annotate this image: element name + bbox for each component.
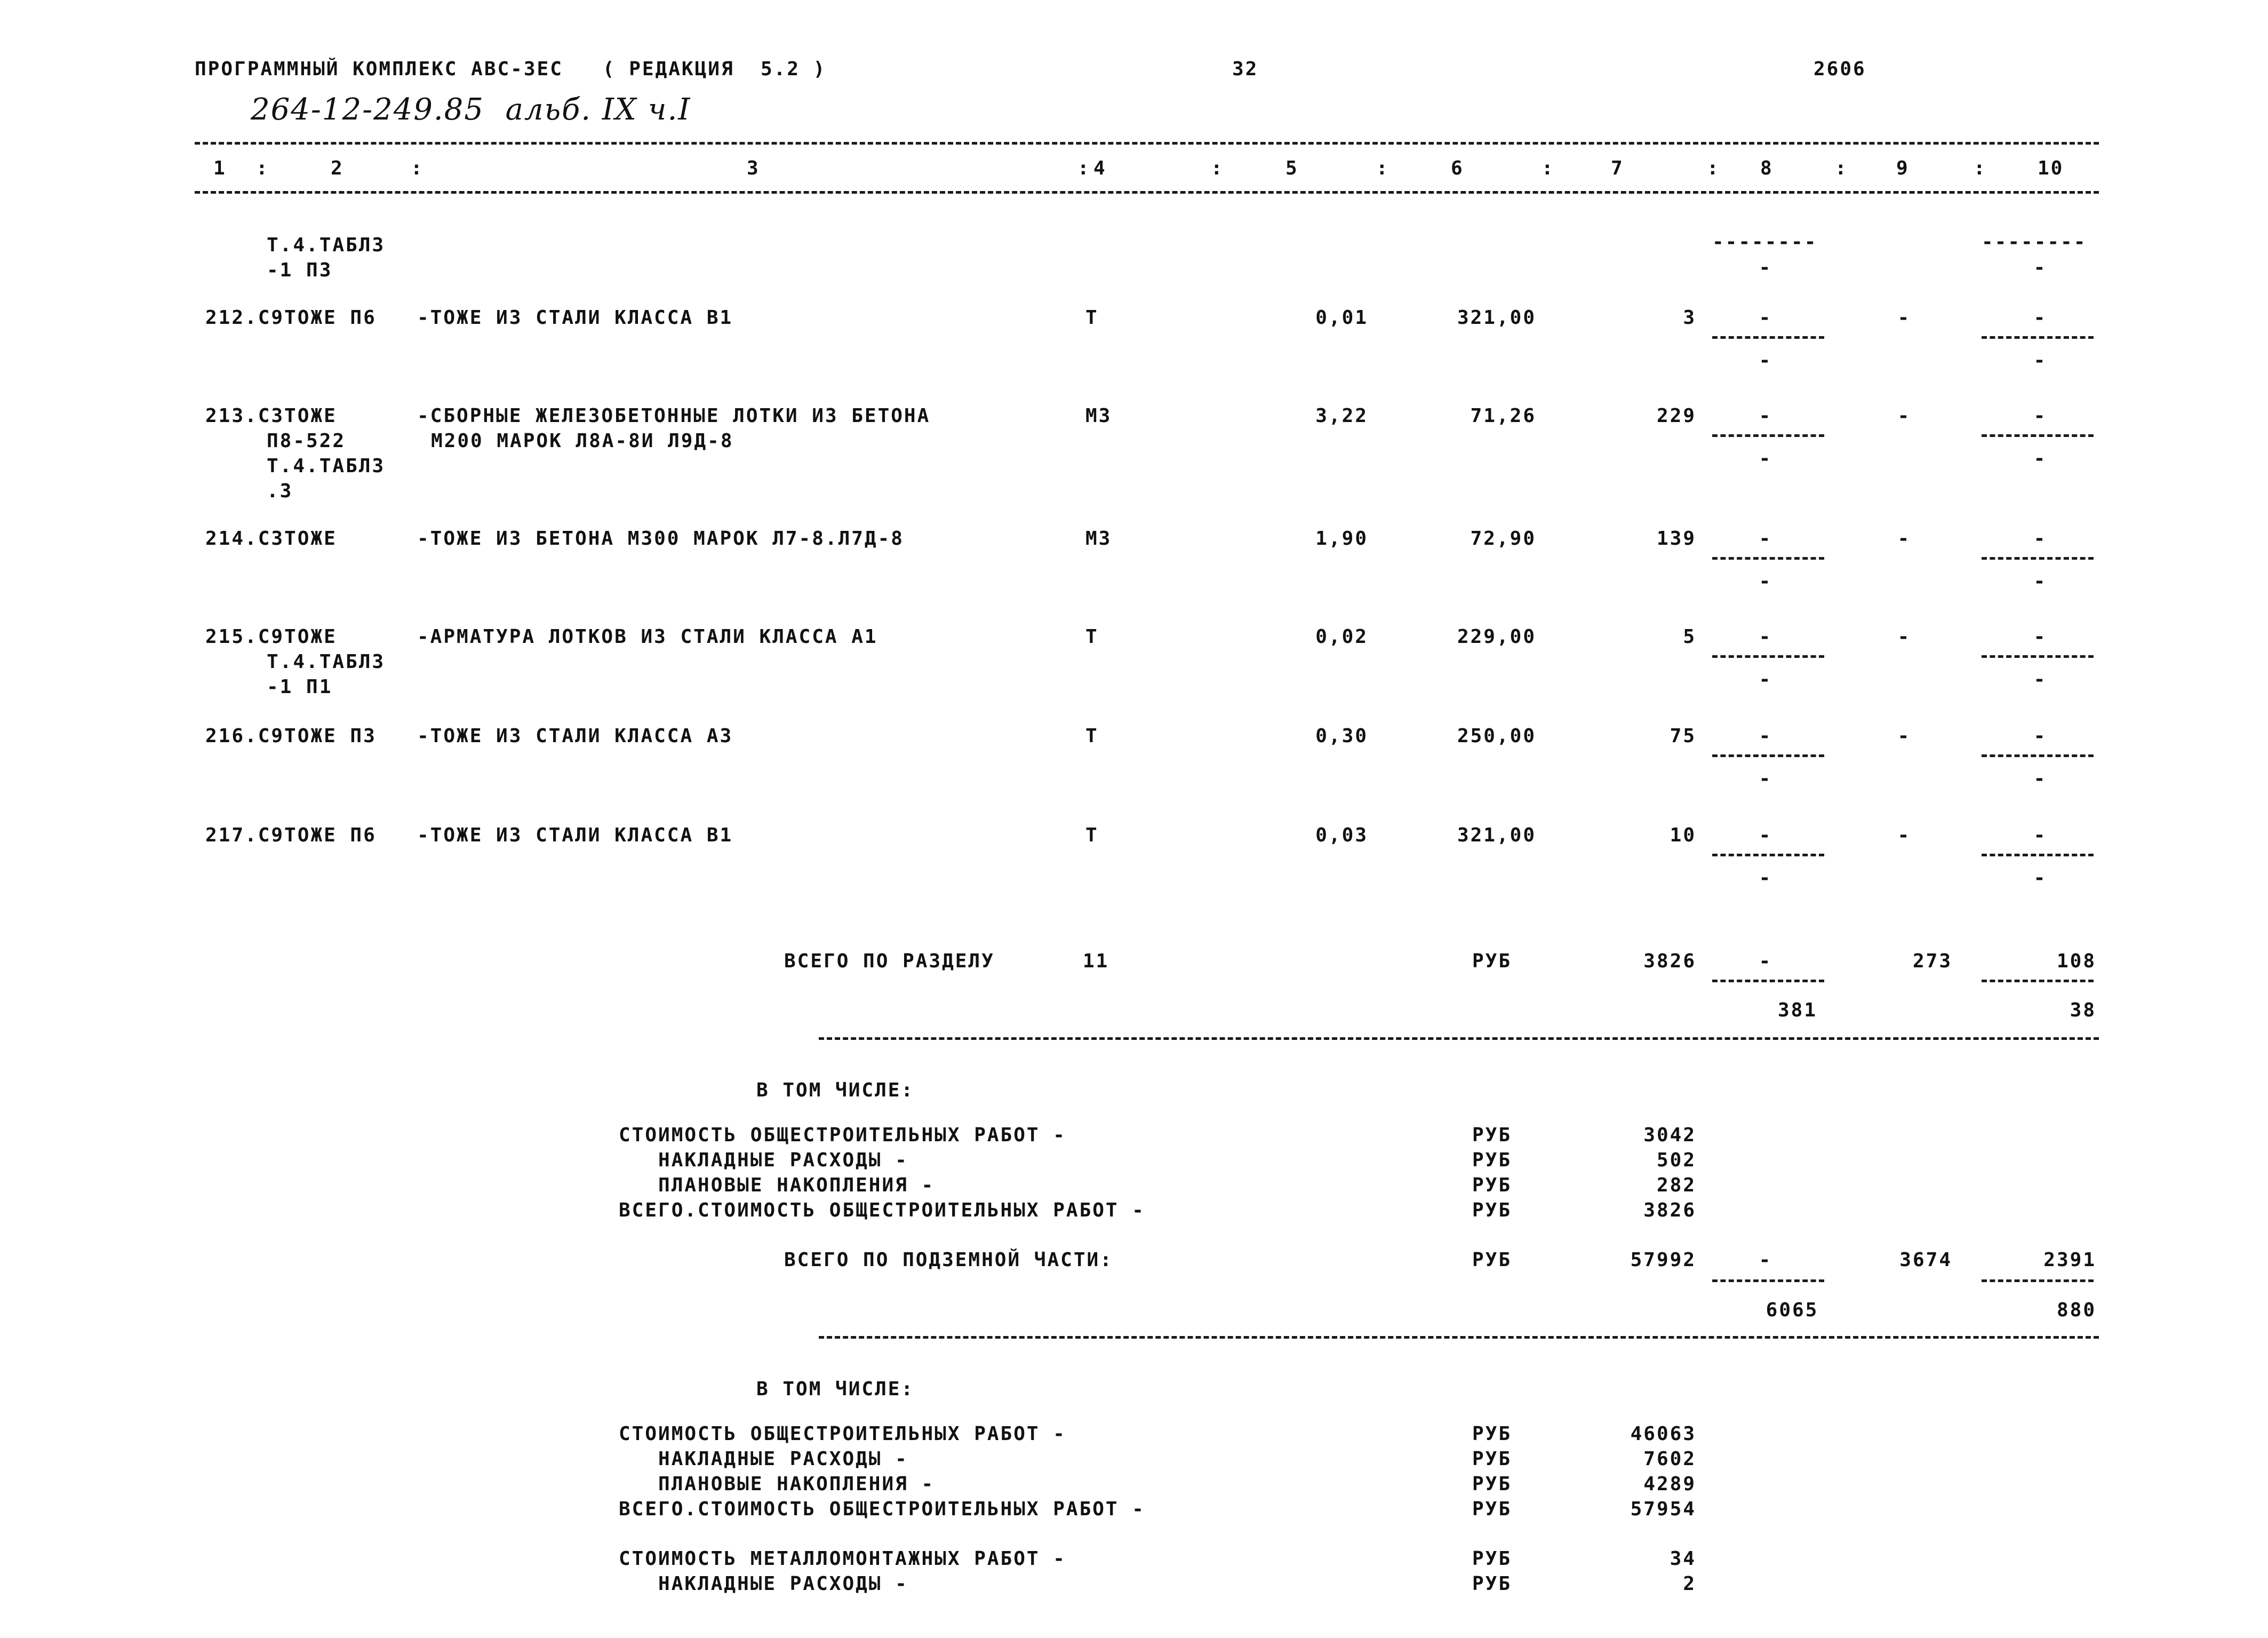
breakdown-value: 4289 (1643, 1473, 1696, 1495)
breakdown-label: СТОИМОСТЬ ОБЩЕСТРОИТЕЛЬНЫХ РАБОТ - (619, 1423, 1066, 1445)
item-col10-sub: - (2033, 768, 2047, 790)
item-number: 213.С3ТОЖЕ (205, 405, 337, 427)
underground-total-col8-rule (1712, 1279, 1824, 1282)
breakdown-value: 7602 (1643, 1448, 1696, 1470)
breakdown-value: 282 (1656, 1174, 1696, 1196)
breakdown-value: 57954 (1630, 1498, 1696, 1520)
item-col9: - (1897, 725, 1911, 747)
item-price: 321,00 (1457, 307, 1536, 329)
item-col10: - (2033, 626, 2047, 648)
item-col8: - (1759, 725, 1772, 747)
item-col9: - (1897, 307, 1911, 329)
item-unit: М3 (1085, 405, 1112, 427)
item-col8-sub: - (1759, 867, 1772, 889)
item-total: 3 (1683, 307, 1696, 329)
item-col8-sub: - (1759, 669, 1772, 690)
breakdown-value: 502 (1656, 1149, 1696, 1171)
breakdown-label: НАКЛАДНЫЕ РАСХОДЫ - (619, 1573, 908, 1595)
breakdown-unit: РУБ (1472, 1149, 1512, 1171)
item-col8: - (1759, 405, 1772, 427)
breakdown-value: 3826 (1643, 1199, 1696, 1221)
section-total-col8-rule (1712, 980, 1824, 982)
breakdown-value: 34 (1670, 1548, 1696, 1570)
item-col8: - (1759, 307, 1772, 329)
underground-total-value: 57992 (1630, 1249, 1696, 1271)
item-unit: М3 (1085, 528, 1112, 550)
section-total-rule (819, 1037, 2099, 1040)
underground-total-col9: 3674 (1899, 1249, 1952, 1271)
column-header-8: 8 (1760, 157, 1774, 179)
breakdown-value: 3042 (1643, 1124, 1696, 1146)
item-col10-sub: - (2033, 349, 2047, 371)
underground-total-col8: - (1759, 1249, 1772, 1271)
document-code: 2606 (1814, 58, 1866, 80)
section-number: 11 (1083, 950, 1109, 972)
item-col10-rule (1982, 336, 2094, 339)
item-description: -ТОЖЕ ИЗ СТАЛИ КЛАССА В1 (417, 824, 733, 846)
item-col10-sub: - (2033, 867, 2047, 889)
breakdown-label: НАКЛАДНЫЕ РАСХОДЫ - (619, 1448, 908, 1470)
item-price: 229,00 (1457, 626, 1536, 648)
item-col9: - (1897, 405, 1911, 427)
item-col8-sub: - (1759, 448, 1772, 470)
item-col8: - (1759, 626, 1772, 648)
column-separator: : (1211, 157, 1224, 179)
item-quantity: 3,22 (1315, 405, 1368, 427)
underground-total-col10-sub: 880 (2056, 1299, 2096, 1321)
section-total-col8-sub: 381 (1777, 999, 1818, 1021)
item-col9: - (1897, 824, 1911, 846)
item-quantity: 0,02 (1315, 626, 1368, 648)
section-total-unit: РУБ (1472, 950, 1512, 972)
item-unit: Т (1085, 725, 1099, 747)
item-total: 139 (1656, 528, 1696, 550)
item-col10-rule (1982, 655, 2094, 658)
breakdown-value: 46063 (1630, 1423, 1696, 1445)
column-header-3: 3 (747, 157, 760, 179)
item-col10-sub: - (2033, 448, 2047, 470)
item-quantity: 0,01 (1315, 307, 1368, 329)
column-header-2: 2 (331, 157, 344, 179)
item-quantity: 0,30 (1315, 725, 1368, 747)
item-ref-line: Т.4.ТАБЛ3 (267, 455, 386, 477)
column-header-6: 6 (1451, 157, 1464, 179)
column-separator: : (1542, 157, 1555, 179)
item-unit: Т (1085, 626, 1099, 648)
item-ref-line: .3 (267, 480, 293, 502)
item-col10-rule (1982, 434, 2094, 437)
column-header-1: 1 (213, 157, 227, 179)
preamble-ref-line: -1 П3 (267, 259, 333, 281)
section-total-col10: 108 (2056, 950, 2096, 972)
column-header-4: 4 (1093, 157, 1107, 179)
item-col8-rule (1712, 854, 1824, 856)
item-col10: - (2033, 528, 2047, 550)
item-col9: - (1897, 528, 1911, 550)
breakdown-unit: РУБ (1472, 1473, 1512, 1495)
item-col10-sub: - (2033, 570, 2047, 592)
item-total: 75 (1670, 725, 1696, 747)
item-col8: - (1759, 528, 1772, 550)
section-breakdown-heading: В ТОМ ЧИСЛЕ: (756, 1079, 915, 1101)
preamble-ref-line: Т.4.ТАБЛ3 (267, 234, 386, 256)
breakdown-label: ПЛАНОВЫЕ НАКОПЛЕНИЯ - (619, 1174, 935, 1196)
column-separator: : (1376, 157, 1389, 179)
item-description: М200 МАРОК Л8А-8И Л9Д-8 (431, 430, 734, 452)
breakdown-unit: РУБ (1472, 1498, 1512, 1520)
item-col8-rule (1712, 557, 1824, 560)
item-col10-sub: - (2033, 669, 2047, 690)
underground-total-col10-rule (1982, 1279, 2094, 1282)
breakdown-value: 2 (1683, 1573, 1696, 1595)
breakdown-label: ВСЕГО.СТОИМОСТЬ ОБЩЕСТРОИТЕЛЬНЫХ РАБОТ - (619, 1498, 1145, 1520)
header-rule-bottom (195, 191, 2099, 194)
section-total-col8: - (1759, 950, 1772, 972)
item-col8-sub: - (1759, 570, 1772, 592)
preamble-col10-value: - (2033, 257, 2047, 279)
item-col10: - (2033, 824, 2047, 846)
item-col8-sub: - (1759, 349, 1772, 371)
item-col10: - (2033, 307, 2047, 329)
section-total-col10-rule (1982, 980, 2094, 982)
column-separator: : (1835, 157, 1848, 179)
breakdown-unit: РУБ (1472, 1174, 1512, 1196)
item-number: 215.С9ТОЖЕ (205, 626, 337, 648)
item-ref-line: Т.4.ТАБЛ3 (267, 651, 386, 673)
preamble-col8-rule: -------- (1712, 231, 1818, 253)
item-number: 216.С9ТОЖЕ П3 (205, 725, 377, 747)
breakdown-unit: РУБ (1472, 1448, 1512, 1470)
breakdown-label: ПЛАНОВЫЕ НАКОПЛЕНИЯ - (619, 1473, 935, 1495)
item-number: 212.С9ТОЖЕ П6 (205, 307, 377, 329)
item-ref-line: -1 П1 (267, 676, 333, 698)
breakdown-unit: РУБ (1472, 1423, 1512, 1445)
breakdown-unit: РУБ (1472, 1199, 1512, 1221)
item-price: 321,00 (1457, 824, 1536, 846)
breakdown-unit: РУБ (1472, 1124, 1512, 1146)
item-description: -ТОЖЕ ИЗ БЕТОНА М300 МАРОК Л7-8.Л7Д-8 (417, 528, 904, 550)
column-header-9: 9 (1896, 157, 1910, 179)
item-col8-sub: - (1759, 768, 1772, 790)
breakdown-label: ВСЕГО.СТОИМОСТЬ ОБЩЕСТРОИТЕЛЬНЫХ РАБОТ - (619, 1199, 1145, 1221)
item-price: 71,26 (1470, 405, 1536, 427)
preamble-col10-rule: -------- (1982, 231, 2087, 253)
item-ref-line: П8-522 (267, 430, 346, 452)
underground-total-rule (819, 1336, 2099, 1339)
column-separator: : (411, 157, 424, 179)
item-col8-rule (1712, 336, 1824, 339)
item-total: 10 (1670, 824, 1696, 846)
item-col10-rule (1982, 557, 2094, 560)
item-total: 229 (1656, 405, 1696, 427)
breakdown-label: СТОИМОСТЬ ОБЩЕСТРОИТЕЛЬНЫХ РАБОТ - (619, 1124, 1066, 1146)
item-col9: - (1897, 626, 1911, 648)
item-total: 5 (1683, 626, 1696, 648)
item-price: 250,00 (1457, 725, 1536, 747)
breakdown-label: НАКЛАДНЫЕ РАСХОДЫ - (619, 1149, 908, 1171)
item-col10-rule (1982, 754, 2094, 757)
item-unit: Т (1085, 307, 1099, 329)
column-separator: : (256, 157, 269, 179)
underground-total-col8-sub: 6065 (1766, 1299, 1819, 1321)
item-col8-rule (1712, 754, 1824, 757)
underground-total-unit: РУБ (1472, 1249, 1512, 1271)
column-header-5: 5 (1285, 157, 1299, 179)
item-col8-rule (1712, 655, 1824, 658)
item-number: 217.С9ТОЖЕ П6 (205, 824, 377, 846)
page-number: 32 (1232, 58, 1259, 80)
item-quantity: 1,90 (1315, 528, 1368, 550)
program-title: ПРОГРАММНЫЙ КОМПЛЕКС АВС-3ЕС ( РЕДАКЦИЯ 5.2 ) (195, 58, 827, 80)
item-price: 72,90 (1470, 528, 1536, 550)
breakdown-unit: РУБ (1472, 1548, 1512, 1570)
preamble-col8-value: - (1759, 257, 1772, 279)
column-separator: : (1974, 157, 1987, 179)
section-total-col9: 273 (1912, 950, 1952, 972)
item-unit: Т (1085, 824, 1099, 846)
item-col10: - (2033, 725, 2047, 747)
column-header-10: 10 (2038, 157, 2064, 179)
breakdown-label: СТОИМОСТЬ МЕТАЛЛОМОНТАЖНЫХ РАБОТ - (619, 1548, 1066, 1570)
item-number: 214.С3ТОЖЕ (205, 528, 337, 550)
item-col10: - (2033, 405, 2047, 427)
item-description: -ТОЖЕ ИЗ СТАЛИ КЛАССА А3 (417, 725, 733, 747)
item-quantity: 0,03 (1315, 824, 1368, 846)
column-separator: : (1707, 157, 1720, 179)
column-separator: : (1077, 157, 1091, 179)
section-total-value: 3826 (1643, 950, 1696, 972)
item-description: -ТОЖЕ ИЗ СТАЛИ КЛАССА В1 (417, 307, 733, 329)
item-col10-rule (1982, 854, 2094, 856)
underground-total-label: ВСЕГО ПО ПОДЗЕМНОЙ ЧАСТИ: (784, 1249, 1113, 1271)
breakdown-unit: РУБ (1472, 1573, 1512, 1595)
underground-total-col10: 2391 (2043, 1249, 2096, 1271)
handwritten-note: 264-12-249.85 альб. IX ч.I (251, 92, 691, 127)
underground-breakdown-heading: В ТОМ ЧИСЛЕ: (756, 1378, 915, 1400)
section-total-label: ВСЕГО ПО РАЗДЕЛУ (784, 950, 995, 972)
item-description: -СБОРНЫЕ ЖЕЛЕЗОБЕТОННЫЕ ЛОТКИ ИЗ БЕТОНА (417, 405, 931, 427)
column-header-7: 7 (1611, 157, 1624, 179)
item-col8-rule (1712, 434, 1824, 437)
item-description: -АРМАТУРА ЛОТКОВ ИЗ СТАЛИ КЛАССА А1 (417, 626, 878, 648)
section-total-col10-sub: 38 (2070, 999, 2096, 1021)
item-col8: - (1759, 824, 1772, 846)
header-rule-top (195, 142, 2099, 145)
